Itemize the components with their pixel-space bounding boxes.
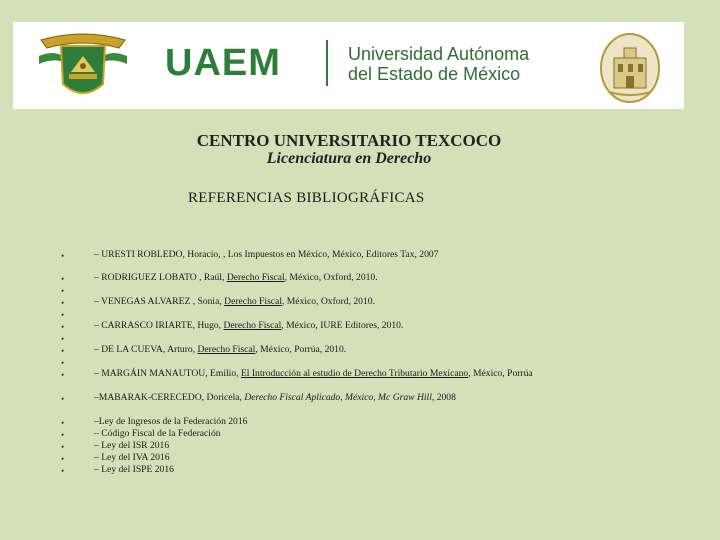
- law-entry: – Código Fiscal de la Federación: [94, 428, 221, 439]
- reference-publication: , México, Porrúa: [468, 368, 533, 379]
- bullet-marker: •: [61, 334, 65, 344]
- reference-publication: , 2008: [431, 392, 456, 403]
- reference-author: – MARGÁIN MANAUTOU,: [94, 368, 208, 379]
- reference-title: El Introducción al estudio de Derecho Tributario Mexicano: [240, 368, 469, 379]
- bullet-marker: •: [61, 358, 65, 368]
- building-seal-icon: [599, 32, 661, 104]
- bullet-marker: •: [61, 322, 65, 332]
- reference-author-given: , Raúl,: [196, 272, 227, 283]
- university-name-line-1: Universidad Autónoma: [348, 44, 530, 64]
- bullet-marker: •: [61, 286, 65, 296]
- bullet-marker: •: [61, 454, 65, 464]
- program-subtitle: Licenciatura en Derecho: [266, 150, 432, 167]
- law-entry: –Ley de Ingresos de la Federación 2016: [94, 416, 248, 427]
- bullet-marker: •: [61, 274, 65, 284]
- bullet-marker: •: [61, 430, 65, 440]
- references-heading: REFERENCIAS BIBLIOGRÁFICAS: [188, 190, 425, 206]
- university-name-line-2: del Estado de México: [348, 64, 521, 84]
- reference-entry: [94, 344, 346, 355]
- reference-author-given: , Sonia,: [190, 296, 225, 307]
- bullet-marker: •: [61, 298, 65, 308]
- bullet-marker: •: [61, 251, 65, 261]
- reference-entry: [94, 249, 438, 260]
- law-entry: – Ley del IVA 2016: [94, 452, 170, 463]
- reference-publication: , México, IURE Editores, 2010.: [281, 320, 404, 331]
- law-entry: – Ley del ISR 2016: [94, 440, 170, 451]
- reference-author: – DE LA CUEVA,: [94, 344, 166, 355]
- reference-entry: [94, 272, 378, 283]
- reference-publication: , México, Oxford, 2010.: [284, 272, 378, 283]
- bullet-marker: •: [61, 442, 65, 452]
- bullet-marker: •: [61, 418, 65, 428]
- reference-entry: [94, 368, 533, 379]
- reference-title: Derecho Fiscal Aplicado, México, Mc Graw Hill: [244, 392, 432, 403]
- reference-author: –MABARAK-CERECEDO,: [94, 392, 205, 403]
- reference-title: Derecho Fiscal: [226, 272, 285, 283]
- reference-title: Derecho Fiscal: [224, 296, 282, 307]
- reference-author-given: Doricela,: [204, 392, 245, 403]
- reference-publication: , México, Oxford, 2010.: [281, 296, 375, 307]
- reference-title: Derecho Fiscal: [223, 320, 282, 331]
- reference-author: – CARRASCO IRIARTE,: [94, 320, 195, 331]
- bullet-marker: •: [61, 346, 65, 356]
- bullet-marker: •: [61, 370, 65, 380]
- reference-author: – RODRIGUEZ LOBATO: [94, 272, 197, 283]
- reference-entry: [94, 296, 375, 307]
- reference-publication: , México, Porrúa, 2010.: [255, 344, 347, 355]
- bullet-marker: •: [61, 466, 65, 476]
- university-banner: [13, 22, 684, 109]
- uaem-logo-text: UAEM: [165, 42, 281, 84]
- reference-author: – URESTI ROBLEDO,: [94, 249, 185, 260]
- bullet-marker: •: [61, 310, 65, 320]
- banner-divider: [326, 40, 328, 86]
- uaem-shield-seal-icon: [33, 26, 133, 106]
- bullet-marker: •: [61, 394, 65, 404]
- reference-author-given: Arturo,: [165, 344, 198, 355]
- reference-author-given: Emilio,: [207, 368, 241, 379]
- reference-author-given: Hugo,: [194, 320, 224, 331]
- law-entry: – Ley del ISPE 2016: [94, 464, 174, 475]
- reference-entry: [94, 392, 456, 403]
- reference-entry: [94, 320, 403, 331]
- reference-details: Horacio, , Los Impuestos en México, México, Editores Tax, 2007: [184, 249, 439, 260]
- reference-title: Derecho Fiscal: [197, 344, 256, 355]
- reference-author: – VENEGAS ALVAREZ: [94, 296, 191, 307]
- center-title: CENTRO UNIVERSITARIO TEXCOCO: [196, 131, 502, 150]
